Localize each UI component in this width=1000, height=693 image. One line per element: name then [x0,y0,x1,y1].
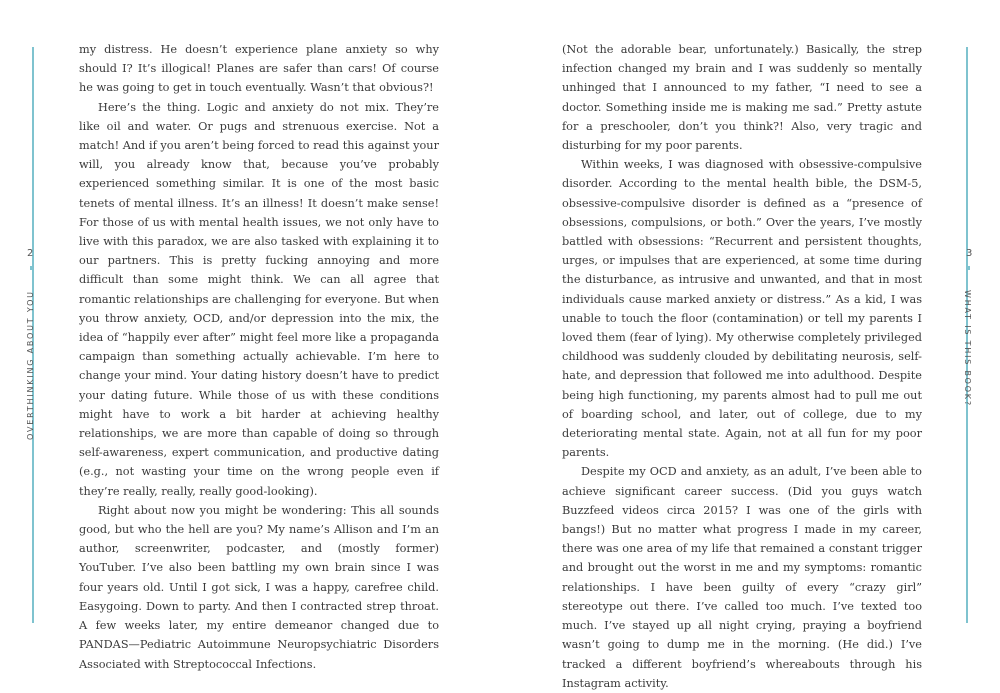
left-margin-marker [30,266,34,270]
right-body-text [562,40,922,693]
right-paragraph-1: (Not the adorable bear, unfortunately.) Basically, the strep infection changed my brain and I was suddenly so mentally unhinged that I announced to my father, “I need to see a doctor. Something inside me is making me sad.” Pretty astute for a preschooler, don’t you think?! Also, very tragic and disturbing for my poor parents. [562,43,922,153]
left-paragraph-1: my distress. He doesn’t experience plane anxiety so why should I? It’s illogical! Planes are safer than cars! Of course he was going to get in touch eventually. Wasn’t that obvious?! [79,43,439,95]
left-paragraph-3: Right about now you might be wondering: This all sounds good, but who the hell are you? My name’s Allison and I’m an author, screenwriter, podcaster, and (mostly former) YouTuber. I’ve also been battling my own brain since I was four years old. Until I got sick, I was a happy, carefree child. Easygoing. Down to party. And then I contracted strep throat. A few weeks later, my entire demeanor changed due to PANDAS—Pediatric Autoimmune Neuropsychiatric Disorders Associated with Streptococcal Infections. [79,503,439,671]
right-running-head: WHAT IS THIS BOOK? [963,290,972,407]
right-paragraph-3: Despite my OCD and anxiety, as an adult, I’ve been able to achieve significant career success. (Did you guys watch Buzzfeed videos circa 2015? I was one of the girls with bangs!) But no matter what progress I made in my career, there was one area of my life that remained a constant trigger and brought out the worst in me and my symptoms: romantic relationships. I have been guilty of every “crazy girl” stereotype out there. I’ve called too much. I’ve texted too much. I’ve stayed up all night crying, praying a boyfriend wasn’t going to dump me in the morning. (He did.) I’ve tracked a different boyfriend’s whereabouts through his Instagram activity. [562,465,922,690]
left-page-number: 2 [27,248,34,259]
left-paragraph-2: Here’s the thing. Logic and anxiety do not mix. They’re like oil and water. Or pugs and strenuous exercise. Not a match! And if you aren’t being forced to read this against your will, you already know that, because you’ve probably experienced something similar. It is one of the most basic tenets of mental illness. It’s an illness! It doesn’t make sense! For those of us with mental health issues, we not only have to live with this paradox, we are also tasked with explaining it to our partners. This is pretty fucking annoying and more difficult than some might think. We can all agree that romantic relationships are challenging for everyone. But when you throw anxiety, OCD, and/or depression into the mix, the idea of “happily ever after” might feel more like a propaganda campaign than something actually achievable. I’m here to change your mind. Your dating history doesn’t have to predict your dating future. While those of us with these conditions might have to work a bit harder at achieving healthy relationships, we are more than capable of doing so through self-awareness, expert communication, and productive dating (e.g., not wasting your time on the wrong people even if they’re really, really, really good-looking). [79,100,439,498]
right-paragraph-2: Within weeks, I was diagnosed with obsessive-compulsive disorder. According to the mental health bible, the DSM-5, obsessive-compulsive disorder is defined as a “presence of obsessions, compulsions, or both.” Over the years, I’ve mostly battled with obsessions: “Recurrent and persistent thoughts, urges, or impulses that are experienced, at some time during the disturbance, as intrusive and unwanted, and that in most individuals cause marked anxiety or distress.” As a kid, I was unable to touch the floor (contamination) or tell my parents I loved them (fear of lying). My otherwise completely privileged childhood was suddenly clouded by debilitating neurosis, self-hate, and depression that followed me into adulthood. Despite being high functioning, my parents almost had to pull me out of boarding school, and later, out of college, due to my deteriorating mental state. Again, not at all fun for my poor parents. [562,158,922,460]
left-body-text [79,40,439,674]
right-page [500,0,1000,690]
left-page [0,0,500,671]
right-margin-marker [966,266,970,270]
right-page-number: 3 [966,248,973,259]
left-running-head: OVERTHINKING ABOUT YOU [26,290,35,440]
